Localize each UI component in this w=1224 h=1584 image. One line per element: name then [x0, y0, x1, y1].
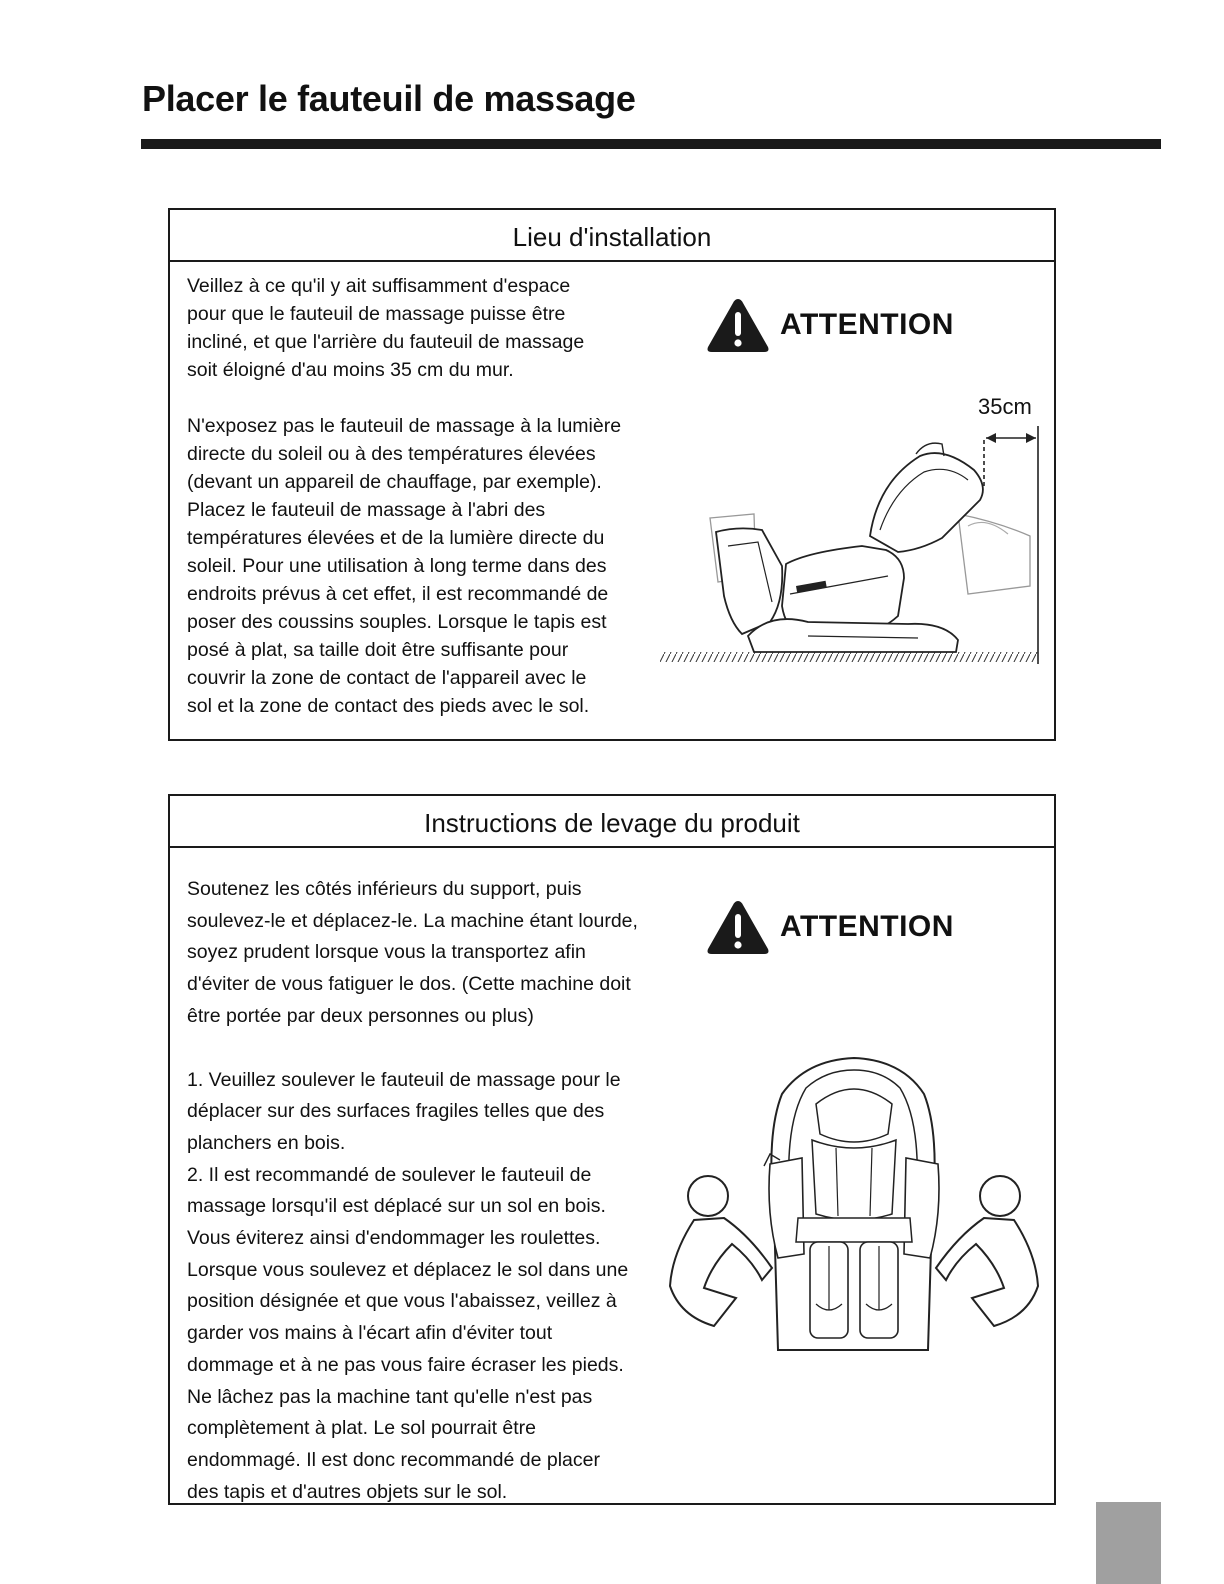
lifting-paragraph-2: 1. Veuillez soulever le fauteuil de massage pour le déplacer sur des surfaces fragiles telles que des planchers en bois. 2. Il est recommandé de soulever le fauteuil de massage lorsqu'il est déplacé sur un sol en bois. Vous éviterez ainsi d'endommager les roulettes. Lorsque vous soulevez et déplacez le sol dans une position désignée et que vous l'abaissez, veillez à garder vos mains à l'écart afin d'éviter tout dommage et à ne pas vous faire écraser les pieds. Ne lâchez pas la machine tant qu'elle n'est pas complètement à plat. Le sol pourrait être endommagé. Il est donc recommandé de placer des tapis et d'autres objets sur le sol.: [187, 1068, 629, 1503]
title-rule: [141, 139, 1161, 149]
attention-label: ATTENTION: [780, 308, 954, 341]
attention-label: ATTENTION: [780, 910, 954, 943]
page-title: Placer le fauteuil de massage: [142, 78, 636, 119]
page-tab: [1096, 1502, 1161, 1584]
reclined-chair-illustration: [658, 426, 1048, 686]
warning-icon: [706, 296, 770, 354]
person-left: [688, 1176, 728, 1216]
warning-icon: [706, 898, 770, 956]
lifting-section: [168, 794, 1056, 1505]
installation-attention: [706, 296, 954, 354]
installation-section: [168, 208, 1056, 741]
lifting-attention: [706, 898, 954, 956]
two-person-lift-illustration: [666, 1054, 1042, 1358]
installation-heading: Lieu d'installation: [170, 210, 1054, 262]
installation-text: [187, 272, 621, 720]
floor-hatch: [660, 652, 1038, 662]
lifting-heading: Instructions de levage du produit: [170, 796, 1054, 848]
installation-paragraph-2: N'exposez pas le fauteuil de massage à la lumière directe du soleil ou à des températures élevées (devant un appareil de chauffage, par exemple). Placez le fauteuil de massage à l'abri des températures élevées et de la lumière directe du soleil. Pour une utilisation à long terme dans des endroits prévus à cet effet, il est recommandé de poser des coussins souples. Lorsque le tapis est posé à plat, sa taille doit être suffisante pour couvrir la zone de contact de l'appareil avec le sol et la zone de contact des pieds avec le sol.: [187, 415, 622, 717]
lifting-text: [187, 874, 638, 1508]
lifting-paragraph-1: Soutenez les côtés inférieurs du support, puis soulevez-le et déplacez-le. La machine étant lourde, soyez prudent lorsque vous la transportez afin d'éviter de vous fatiguer le dos. (Cette machine doit être portée par deux personnes ou plus): [187, 878, 638, 1027]
installation-paragraph-1: Veillez à ce qu'il y ait suffisamment d'espace pour que le fauteuil de massage puisse être incliné, et que l'arrière du fauteuil de massage soit éloigné d'au moins 35 cm du mur.: [187, 275, 585, 381]
person-right: [980, 1176, 1020, 1216]
distance-label: 35cm: [978, 394, 1032, 419]
